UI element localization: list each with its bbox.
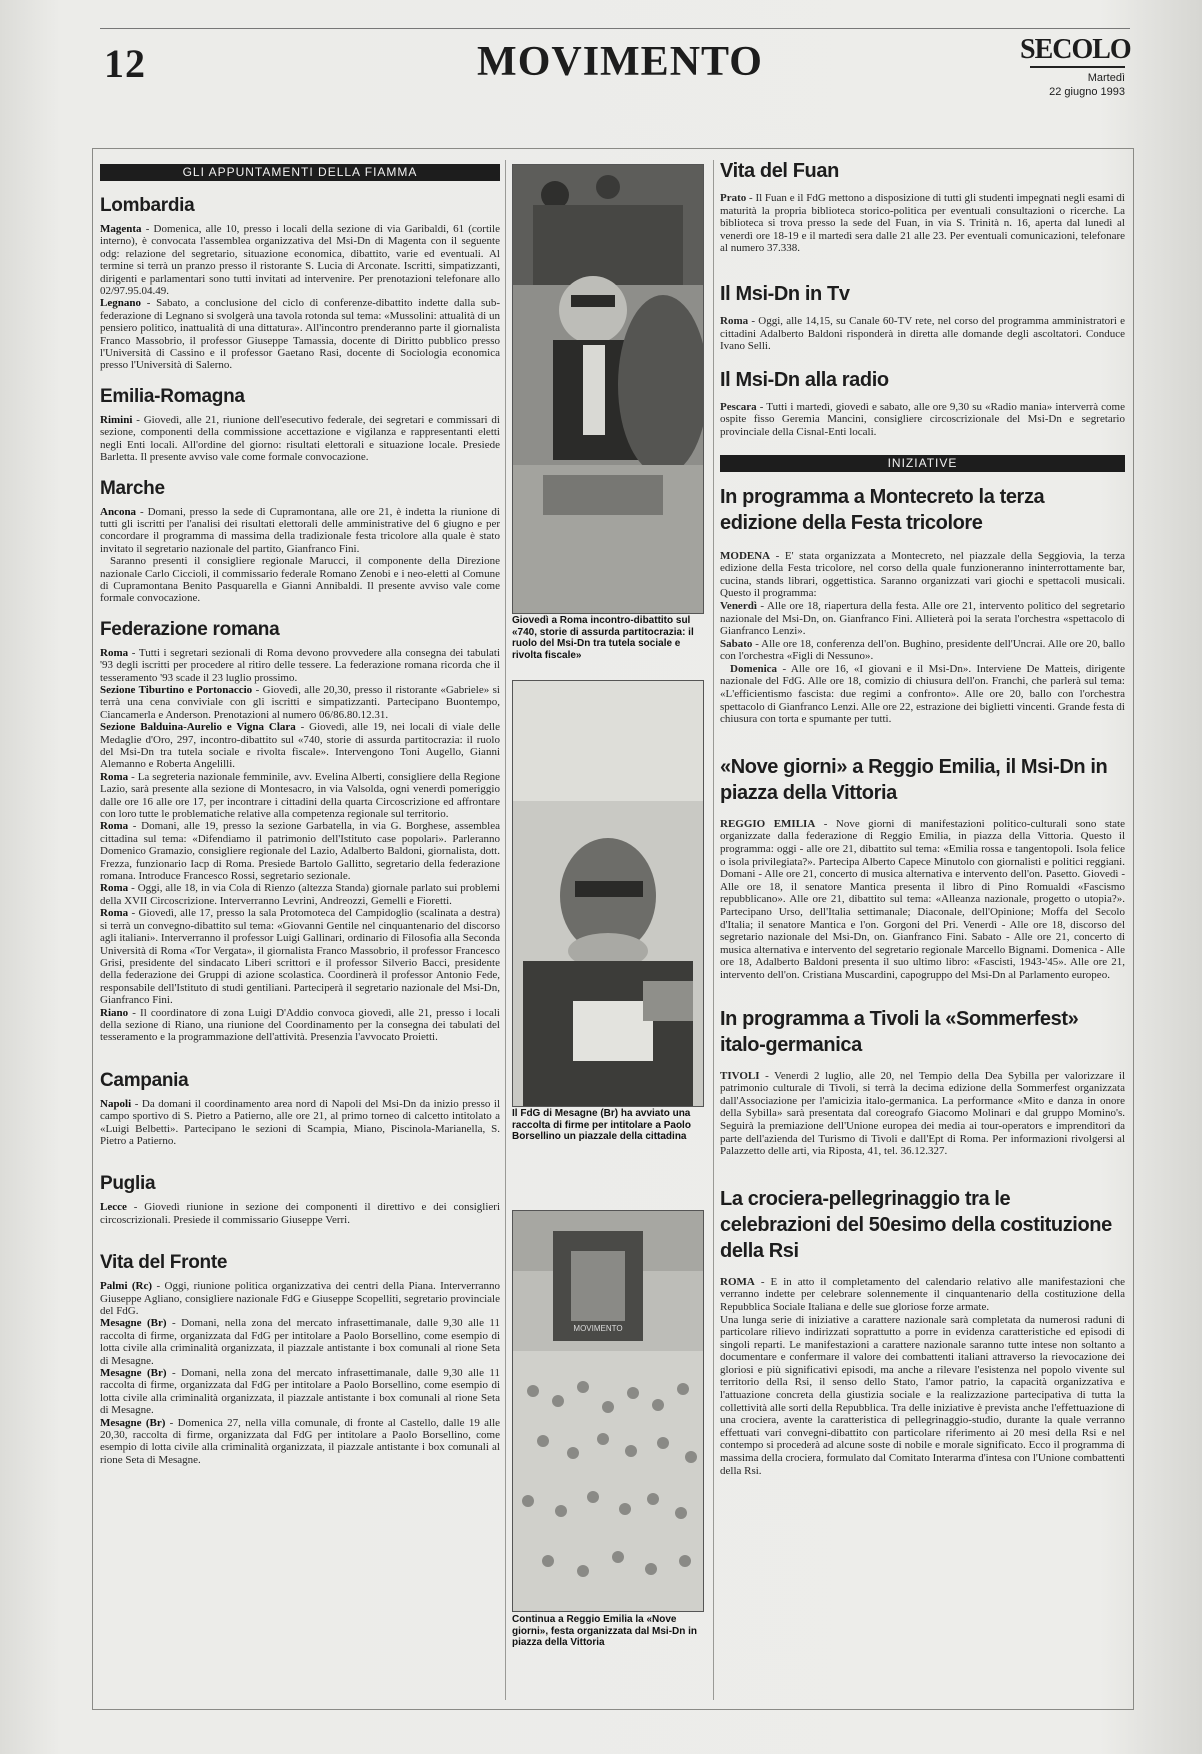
tivoli-item: TIVOLI - Venerdì 2 luglio, alle 20, nel Tempio della Dea Sybilla per valorizzare il patrimonio culturale di Tivoli, si terrà la decima edizione della Sommerfest organizzata dall'Associazione per l'amicizia italo-germanica. La performance «Mito e danza in onore della Sybilla» sarà presentata dal coreografo Giacomo Molinari e dal gruppo Momino's. Seguirà la premiazione dell'Unione europea dei media ai tour-operators e imprenditori da parte dell'azienda del Turismo di Tivoli e dall'Ept di Roma. Per informazioni rivolgersi al Palazzetto delle arti, via Riposta, 41, tel. 36.12.327. xyxy=(720,1069,1125,1158)
tivoli-title: In programma a Tivoli la «Sommerfest» italo-germanica xyxy=(720,1007,1079,1056)
fuan-title: Vita del Fuan xyxy=(720,160,839,182)
emilia-item: Rimini - Giovedì, alle 21, riunione dell'esecutivo federale, dei segretari e commissari di sezione, componenti della commissione accettazione e vigilanza e rappresentanti eletti negli Enti locali. All'ordine del giorno: risultati elettorali e situazione locale. Presiede Barletta. Il presente avviso vale come formale convocazione. xyxy=(100,413,500,464)
photo-portrait xyxy=(512,680,704,1107)
campania-item: Napoli - Da domani il coordinamento area nord di Napoli del Msi-Dn da inizio presso il campo sportivo di S. Pietro a Patierno, alle ore 21, al primo torneo di calcetto intitolato a «Luigi Belbetti». Partecipano le sezioni di Scampia, Miano, Piscinola-Marianella, S. Pietro a Patierno. xyxy=(100,1097,500,1147)
region-campania-title: Campania xyxy=(100,1069,189,1091)
issue-day: Martedì xyxy=(1087,72,1125,84)
top-rule xyxy=(100,28,1130,29)
column-rule-left xyxy=(505,160,506,1700)
roma-item: Sezione Balduina-Aurelio e Vigna Clara - Giovedì, alle 19, nei locali di viale delle Medaglie d'Oro, 297, incontro-dibattito sul «740, storie di assurda partitocrazia: il ruolo del Msi-Dn tra tutela sociale e rivolta fiscale». Intervengono Toni Augello, Gianni Alemanno e Roberta Angelilli. xyxy=(100,721,500,771)
fronte-item: Mesagne (Br) - Domani, nella zona del mercato infrasettimanale, dalle 9,30 alle 11 raccolta di firme, organizzata dal FdG per intitolare a Paolo Borsellino, come esempio di lotta civile alla criminalità organizzata, il piazzale antistante i box comunali al rione Seta di Mesagne. xyxy=(100,1317,501,1367)
region-marche-title: Marche xyxy=(100,477,165,499)
banner-text: MOVIMENTO xyxy=(573,1324,623,1333)
radio-item: Pescara - Tutti i martedì, giovedì e sabato, alle ore 9,30 su «Radio mania» interverrà come ospite fisso Geremia Mancini, consigliere circoscrizionale del Msi-Dn e segretario provinciale della Cisnal-Enti locali. xyxy=(720,400,1125,438)
crociera-title: La crociera-pellegrinaggio tra le celebrazioni del 50esimo della costituzione della Rsi xyxy=(720,1187,1112,1262)
marche-item: Ancona - Domani, presso la sede di Cupramontana, alle ore 21, è indetta la riunione di tutti gli iscritti per l'analisi dei risultati elettorali delle amministrative del 6 giugno e per concordare il programma di massima della tradizionale festa tricolore alla quale è stato invitato il segretario nazionale del partito, Gianfranco Fini. xyxy=(100,505,500,555)
radio-title: Il Msi-Dn alla radio xyxy=(720,368,889,391)
lombardia-item: Legnano - Sabato, a conclusione del ciclo di conferenze-dibattito indette dalla sub-federazione di Legnano si svolgerà una tavola rotonda sul tema: «Mussolini: attualità di un pensiero politico, inattualità di una dittatura». All'incontro prenderanno parte il giornalista Franco Massobrio, il professor Giuseppe Tamassia, docente di Diritto pubblico presso l'Università di Cassino e il professor Gaetano Rasi, docente di Sociologia economica presso l'Università di Salerno. xyxy=(100,297,500,372)
montecreto-item: Sabato - Alle ore 18, conferenza dell'on. Bughino, presidente dell'Uncrai. Alle ore 20, ballo con l'orchestra «Figli di Nessuno». xyxy=(720,637,1125,663)
fronte-item: Mesagne (Br) - Domani, nella zona del mercato infrasettimanale, dalle 9,30 alle 11 raccolta di firme, organizzata dal FdG per intitolare a Paolo Borsellino, come esempio di lotta civile alla criminalità organizzata, il piazzale antistante i box comunali al rione Seta di Mesagne. xyxy=(100,1367,501,1417)
roma-item: Riano - Il coordinatore di zona Luigi D'Addio convoca giovedì, alle 21, presso i locali della sezione di Riano, una riunione del Coordinamento per la consegna dei tabulati del tesseramento e la programmazione dell'attività. Presenzia l'avvocato Proietti. xyxy=(100,1006,500,1044)
tv-title: Il Msi-Dn in Tv xyxy=(720,282,850,305)
montecreto-title: In programma a Montecreto la terza edizione della Festa tricolore xyxy=(720,485,1045,534)
region-puglia-title: Puglia xyxy=(100,1173,156,1195)
roma-item: Roma - Giovedì, alle 17, presso la sala Protomoteca del Campidoglio (scalinata a destra) si terrà un convegno-dibattito sul tema: «Giovanni Gentile nel cinquantenario del discorso agli italiani». Interverranno il professor Luigi Gallinari, ordinario di Filosofia alla Seconda Università di Roma «Tor Vergata», il giornalista Franco Massobrio, il professor Francesco Grisi, presidente del sindacato Liberi scrittori e il professor Silverio Bacci, presidente della federazione dei Gruppi di azione scolastica. Coordinerà il professor Antonio Fede, responsabile dell'Istituto di studi gentiliani. Parteciperà il segretario nazionale del Msi-Dn, Gianfranco Fini. xyxy=(100,907,500,1007)
tv-item: Roma - Oggi, alle 14,15, su Canale 60-TV rete, nel corso del programma amministratori e cittadini Adalberto Baldoni risponderà in diretta alle domande degli ascoltatori. Conduce Ivano Selli. xyxy=(720,314,1125,353)
region-roma-title: Federazione romana xyxy=(100,618,280,640)
montecreto-item: Venerdì - Alle ore 18, riapertura della festa. Alle ore 21, intervento politico del segretario nazionale del Msi-Dn, on. Gianfranco Fini. Allieterà poi la serata l'orchestra «spettacolo di Gianfranco Lenzi». xyxy=(720,599,1125,638)
fronte-item: Palmi (Rc) - Oggi, riunione politica organizzativa dei centri della Piana. Interverranno Giuseppe Agliano, consigliere nazionale FdG e Giuseppe Scopelliti, segretario provinciale del FdG. xyxy=(100,1280,500,1317)
page-number: 12 xyxy=(104,41,146,86)
fuan-item: Prato - Il Fuan e il FdG mettono a disposizione di tutti gli studenti impegnati negli esami di maturità la propria biblioteca storico-politica per eventuali consultazioni o ricerche. La biblioteca si trova presso la sede del Fuan, in via S. Trinità n. 16, aperta dal lunedì al venerdì ore 18-19 e il martedì sera dalle 21 alle 23. Per eventuali comunicazioni, telefonare al numero 37.338. xyxy=(720,192,1125,255)
section-title: MOVIMENTO xyxy=(477,39,763,85)
roma-item: Roma - Tutti i segretari sezionali di Roma devono provvedere alla consegna dei tabulati '93 degli iscritti per procedere al ritiro delle tessere. La federazione romana ricorda che il tesseramento '93 scade il 23 luglio prossimo. xyxy=(100,646,500,684)
roma-item: Roma - Oggi, alle 18, in via Cola di Rienzo (altezza Standa) giornale parlato sui problemi della XVII Circoscrizione. Interverranno Levrini, Andreozzi, Gemelli e Fioretti. xyxy=(100,882,500,907)
montecreto-item: Domenica - Alle ore 16, «I giovani e il Msi-Dn». Interviene De Matteis, dirigente nazionale del FdG. Alle ore 18, comizio di chiusura dell'on. Franchi, che parlerà sul tema: «L'efficientismo fascista: due regimi a confronto». Alle ore 20, ballo con l'orchestra spettacolo di Gianfranco Lenzi. Alle ore 22, estrazione dei biglietti vincenti. Grande festa di chiusura con torta e spumante per tutti. xyxy=(720,662,1125,726)
lombardia-item: Magenta - Domenica, alle 10, presso i locali della sezione di via Garibaldi, 61 (cortile interno), è convocata l'assemblea organizzativa del Msi-Dn di Magenta con il seguente odg: relazione del segretario, situazione economica, dibattito, varie ed eventuali. Al termine si terrà un pranzo presso il ristorante S. Lucia di Arconate. Iscritti, simpatizzanti, dirigenti e parlamentari sono tutti invitati ad intervenire. Per prenotazioni telefonare allo 02/97.95.04.49. xyxy=(100,223,500,298)
marche-item: Saranno presenti il consigliere regionale Marucci, il componente della Direzione nazionale Carlo Ciccioli, il commissario federale Romano Zenobi e i neo-eletti al Comune di Cupramontana Benito Pasquarella e Gianni Annibaldi. Il presente avviso vale come formale convocazione. xyxy=(100,555,500,605)
reggio-item: REGGIO EMILIA - Nove giorni di manifestazioni politico-culturali sono state organizzate dalla federazione di Reggio Emilia, in piazza della Vittoria. Questo il programma: oggi - alle ore 21, dibattito sul tema: «Emilia rossa e tangentopoli. Isola felice o isola privilegiata?». Partecipa Alberto Capece Minutolo con giornalisti e politici reggiani. Domani - Alle ore 21, concerto di musica alternativa e intervento dell'on. Pasetto. Giovedì - Alle ore 18, il senatore Mantica presenta il libro di Pino Romualdi «Fascismo repubblicano». Alle ore 21, dibattito sul tema: «Alleanza nazionale, progetto o utopia?». Partecipano Urso, dell'Italia settimanale; Diaconale, dell'Opinione; Moffa del Secolo d'Italia; il senatore Mantica e l'on. Gorgoni del Pri. Venerdì - Alle ore 18, discorso del segretario nazionale del Msi-Dn, on. Gianfranco Fini. Sabato - Alle ore 21, concerto di musica alternativa e intervento del segretario regionale Marcello Bignami. Domenica - Alle ore 18, Adalberto Baldoni presenta il suo ultimo libro: «Fascisti, 1943-'45». Alle ore 21, intervento dell'on. Cristiana Muscardini, capogruppo del Msi-Dn al Parlamento europeo. xyxy=(720,817,1125,981)
region-emilia-title: Emilia-Romagna xyxy=(100,385,245,407)
roma-item: Roma - La segreteria nazionale femminile, avv. Evelina Alberti, consigliere della Regione Lazio, sarà presente alla sezione di Montesacro, in via Valsolda, ogni venerdì pomeriggio dalle ore 16 alle ore 17, per incontrare i cittadini della quarta Circoscrizione ed affrontare con loro tutte le problematiche relative alla competenza regionale sul territorio. xyxy=(100,770,500,821)
masthead-rule xyxy=(1030,66,1125,68)
photo-caption-portrait: Il FdG di Mesagne (Br) ha avviato una raccolta di firme per intitolare a Paolo Borsellino un piazzale della cittadina xyxy=(512,1108,691,1142)
montecreto-item: MODENA - E' stata organizzata a Montecreto, nel piazzale della Seggiovia, la terza edizione della Festa tricolore, nel corso della quale funzioneranno ininterrottamente bar, cucina, stands librari, oggettistica. Saranno organizzati vari giochi e spettacoli musicali. Questo il programma: xyxy=(720,549,1125,600)
appointments-banner: GLI APPUNTAMENTI DELLA FIAMMA xyxy=(100,164,500,181)
reggio-title: «Nove giorni» a Reggio Emilia, il Msi-Dn in piazza della Vittoria xyxy=(720,755,1108,804)
column-rule-right xyxy=(713,160,714,1700)
news-column xyxy=(720,158,1125,1477)
crociera-item: Una lunga serie di iniziative a carattere nazionale sarà completata da numerosi raduni di particolare rilievo indirizzati soprattutto a porre in evidenza caratteristiche ed episodi di singoli reparti. Le manifestazioni a carattere nazionale saranno tutte intese non soltanto a documentare e confermare il valore dei combattenti italiani attraverso la rievocazione dei gloriosi e più significativi episodi, ma anche a rilevare l'esistenza nel popolo vivente sul territorio della Rsi, il senso dello Stato, l'amor patrio, la capacità organizzativa e l'attuazione concreta della giustizia sociale e la realizzazione partecipativa di tutta la collettività alle sorti della Repubblica. Tra delle iniziative è prevista anche l'effettuazione di una crociera, avente la caratteristica di pellegrinaggio-studio, durante la quale verranno effettuati vari convegni-dibattito con particolare riferimento ai 20 mesi della Rsi e nel contempo si procederà ad alcune soste di nobile e morale significato. Ecco il programma di massima della crociera, formulato dal Comitato Interarma d'intesa con l'Unione combattenti della Rsi. xyxy=(720,1313,1125,1477)
photo-caption-meeting: Giovedì a Roma incontro-dibattito sul «740, storie di assurda partitocrazia: il ruolo del Msi-Dn tra tutela sociale e rivolta fiscale» xyxy=(512,615,694,661)
masthead-logo: SECOLO xyxy=(1020,34,1131,65)
region-fronte-title: Vita del Fronte xyxy=(100,1252,228,1274)
puglia-item: Lecce - Giovedì riunione in sezione dei componenti il direttivo e dei consiglieri circoscrizionali. Presiede il commissario Giuseppe Verri. xyxy=(100,1201,500,1226)
photo-caption-crowd: Continua a Reggio Emilia la «Nove giorni», festa organizzata dal Msi-Dn in piazza della Vittoria xyxy=(512,1614,698,1648)
roma-item: Roma - Domani, alle 19, presso la sezione Garbatella, in via G. Borghese, assemblea cittadina sul tema: «Difendiamo il patrimonio dell'Istituto case popolari». Parleranno Domenico Gramazio, consigliere regionale del Lazio, Adalberto Baldoni, giornalista, dott. Frezza, funzionario Iacp di Roma. Presiede Bartolo Gallitto, segretario della federazione romana. Introduce Francesco Rossi, segretario sezionale. xyxy=(100,820,500,883)
roma-item: Sezione Tiburtino e Portonaccio - Giovedì, alle 20,30, presso il ristorante «Gabriele» si terrà una cena conviviale con gli iscritti e simpatizzanti. Partecipano Buontempo, Ciancamerla e Anderson. Prenotazioni al numero 06/86.80.12.31. xyxy=(100,683,500,721)
initiatives-banner: INIZIATIVE xyxy=(720,455,1125,472)
photo-crowd xyxy=(512,1210,704,1612)
photo-meeting xyxy=(512,164,704,614)
region-lombardia-title: Lombardia xyxy=(100,195,195,216)
fronte-item: Mesagne (Br) - Domenica 27, nella villa comunale, di fronte al Castello, dalle 19 alle 20,30, raccolta di firme, organizzata dal FdG per intitolare a Paolo Borsellino, come esempio di lotta civile alla criminalità organizzata, il piazzale antistante i box comunali al rione Seta di Mesagne. xyxy=(100,1416,501,1466)
appointments-column xyxy=(100,164,500,1466)
issue-date: 22 giugno 1993 xyxy=(1049,86,1125,98)
crociera-item: ROMA - E in atto il completamento del calendario relativo alle manifestazioni che verranno indette per celebrare solennemente il cinquantenario della costituzione della Repubblica Sociale Italiana e delle sue gloriose forze armate. xyxy=(720,1275,1125,1313)
